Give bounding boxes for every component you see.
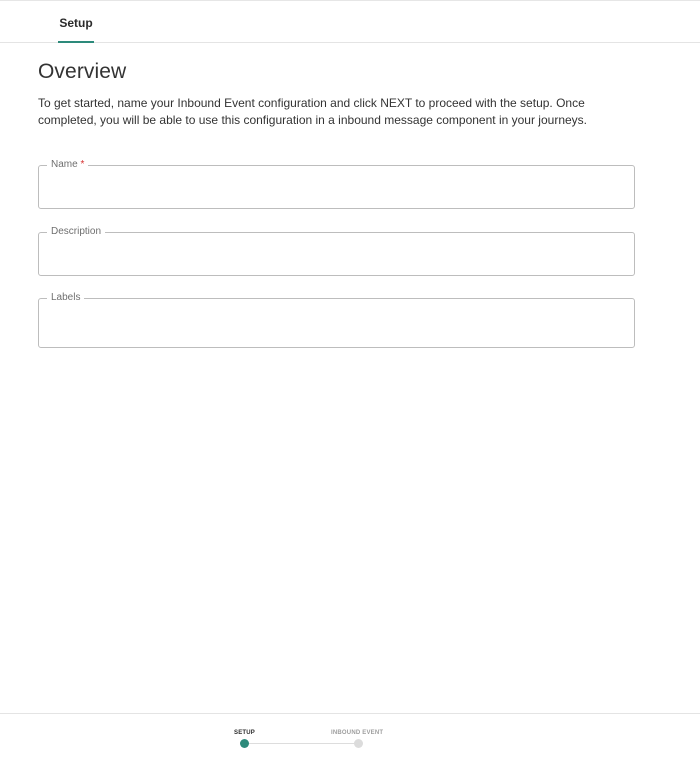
intro-text <box>38 95 628 128</box>
name-label-text: Name <box>51 159 78 170</box>
description-field-label: Description <box>47 225 105 239</box>
labels-field-label: Labels <box>47 291 84 305</box>
name-input[interactable] <box>49 178 624 198</box>
step-setup-dot[interactable] <box>240 739 249 748</box>
step-setup-label: SETUP <box>234 730 256 736</box>
tab-setup-label: Setup <box>59 15 93 30</box>
description-field[interactable] <box>38 226 635 276</box>
required-asterisk: * <box>80 159 85 170</box>
stepper <box>0 713 700 761</box>
labels-field[interactable] <box>38 292 635 348</box>
page-title: Overview <box>38 60 127 83</box>
name-field[interactable] <box>38 159 635 209</box>
description-input[interactable] <box>49 245 624 265</box>
stepper-connector <box>245 743 358 744</box>
step-inbound-event-label: INBOUND EVENT <box>331 730 384 736</box>
labels-input[interactable] <box>49 311 624 331</box>
tab-setup[interactable] <box>58 1 94 44</box>
name-field-label <box>47 158 88 172</box>
intro-line-2: completed, you will be able to use this configuration in a inbound message component in your journeys. <box>38 112 587 127</box>
tab-bar <box>0 0 700 43</box>
step-inbound-event-dot[interactable] <box>354 739 363 748</box>
intro-line-1: To get started, name your Inbound Event configuration and click NEXT to proceed with the setup. Once <box>38 96 585 110</box>
active-tab-indicator <box>58 41 94 43</box>
